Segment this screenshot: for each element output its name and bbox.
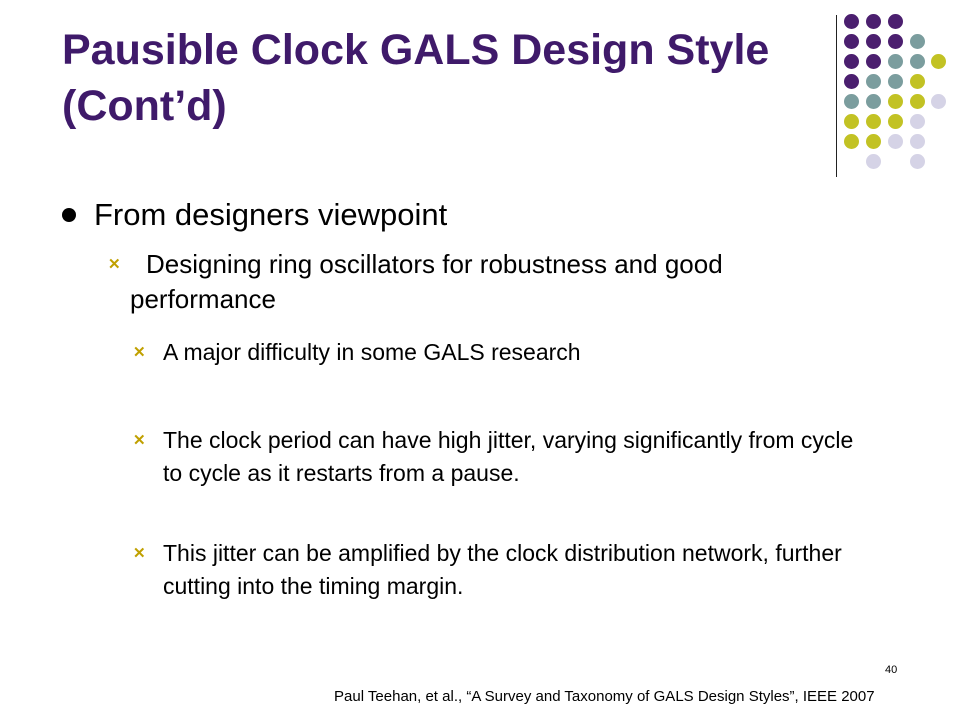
dot: [866, 154, 881, 169]
dot: [866, 94, 881, 109]
dot: [888, 94, 903, 109]
dot: [866, 54, 881, 69]
title-divider-line: [836, 15, 837, 177]
dot: [866, 14, 881, 29]
x-mark-bullet-icon: ✕: [133, 545, 146, 562]
dot: [910, 114, 925, 129]
dot: [844, 74, 859, 89]
dot: [888, 74, 903, 89]
dot: [888, 54, 903, 69]
dot: [910, 94, 925, 109]
dot: [866, 114, 881, 129]
dot: [910, 154, 925, 169]
bullet-level2-text: Designing ring oscillators for robustness and good performance: [130, 249, 723, 314]
bullet-level3-text: This jitter can be amplified by the clock distribution network, further cutting into the timing margin.: [163, 540, 842, 599]
dot: [844, 114, 859, 129]
dot: [888, 14, 903, 29]
dot: [910, 74, 925, 89]
dot: [931, 54, 946, 69]
dot: [910, 34, 925, 49]
dot: [844, 54, 859, 69]
dot: [844, 94, 859, 109]
dot: [844, 134, 859, 149]
x-mark-bullet-icon: ✕: [133, 344, 146, 361]
dot: [888, 114, 903, 129]
x-mark-bullet-icon: ✕: [133, 432, 146, 449]
x-mark-bullet-icon: ✕: [108, 256, 121, 273]
filled-circle-bullet-icon: [62, 208, 76, 222]
dot: [844, 14, 859, 29]
dot: [866, 34, 881, 49]
dot: [844, 34, 859, 49]
dot: [910, 54, 925, 69]
bullet-level3-text: A major difficulty in some GALS research: [163, 339, 581, 365]
dot: [866, 74, 881, 89]
dot: [888, 34, 903, 49]
dot: [910, 134, 925, 149]
slide-title: Pausible Clock GALS Design Style (Cont’d): [62, 26, 770, 130]
citation: Paul Teehan, et al., “A Survey and Taxonomy of GALS Design Styles”, IEEE 2007: [334, 688, 875, 705]
dot: [931, 94, 946, 109]
page-number: 40: [885, 664, 898, 676]
bullet-level1-text: From designers viewpoint: [94, 197, 448, 232]
dot: [888, 134, 903, 149]
bullet-level3-text: The clock period can have high jitter, varying significantly from cycle to cycle as it restarts from a pause.: [163, 427, 854, 486]
dot: [866, 134, 881, 149]
